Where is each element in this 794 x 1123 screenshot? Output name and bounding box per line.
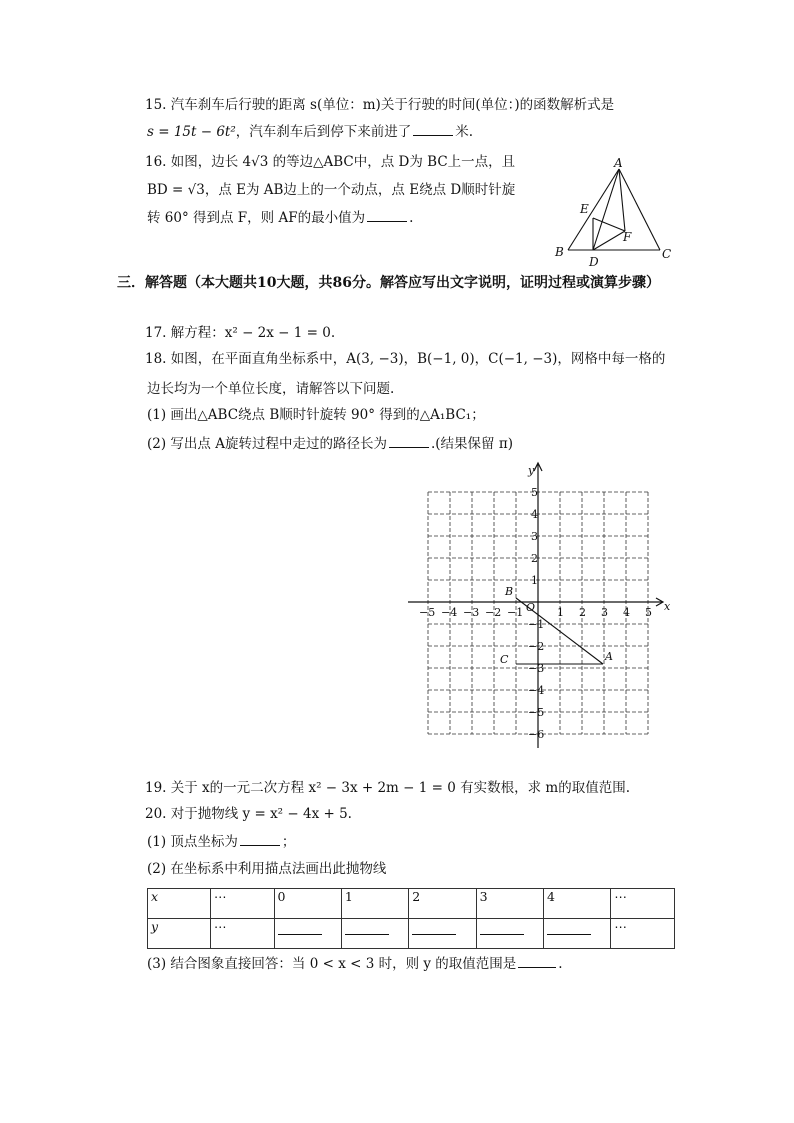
q20-part2: (2) 在坐标系中利用描点法画出此抛物线 (147, 861, 387, 877)
table-cell-blank (476, 919, 543, 949)
q20-value-table (147, 888, 675, 949)
q15-text: ，汽车刹车后到停下来前进了 (235, 124, 412, 140)
x-tick-label: −1 (507, 606, 524, 619)
q20-line1: 20. 对于抛物线 y = x² − 4x + 5. (145, 806, 352, 822)
table-cell: 4 (543, 889, 610, 919)
q16-line2: BD = √3，点 E为 AB边上的一个动点，点 E绕点 D顺时针旋 (147, 182, 516, 198)
origin-label: O (526, 601, 536, 614)
q16-answer-blank (367, 209, 407, 222)
y-tick-label: −2 (528, 640, 545, 653)
q20-part1-text: (1) 顶点坐标为 (147, 834, 238, 850)
label-A: A (614, 156, 623, 170)
x-tick-label: 4 (623, 606, 630, 619)
q18-part2-end: .(结果保留 π) (430, 436, 513, 452)
label-C: C (662, 247, 672, 261)
q18-line1: 18. 如图，在平面直角坐标系中，A(3, −3)，B(−1, 0)，C(−1, −3)，网格中每一格的 (145, 351, 666, 367)
label-D: D (589, 255, 599, 269)
x-tick-label: −2 (485, 606, 502, 619)
x-tick-label: −5 (419, 606, 436, 619)
label-E: E (580, 202, 589, 216)
table-cell: x (148, 889, 211, 919)
q15-line2 (147, 123, 473, 141)
y-tick-label: 1 (531, 574, 538, 587)
point-label-B: B (505, 585, 514, 598)
q16-line3 (147, 209, 413, 227)
q15-unit: 米. (455, 124, 474, 140)
table-cell-blank (409, 919, 476, 949)
x-axis-label: x (664, 600, 671, 613)
q20-range-blank (518, 955, 556, 968)
q18-coordinate-grid (400, 458, 682, 754)
label-F: F (623, 230, 632, 244)
y-tick-label: 5 (531, 486, 538, 499)
q18-part2-text: (2) 写出点 A旋转过程中走过的路径长为 (147, 436, 387, 452)
segment-AD (593, 169, 619, 250)
q18-part1: (1) 画出△ABC绕点 B顺时针旋转 90° 得到的△A₁BC₁； (147, 407, 485, 423)
table-cell-blank (341, 919, 408, 949)
point-label-C: C (500, 653, 509, 666)
q18-answer-blank (389, 435, 429, 448)
q19-text: 19. 关于 x的一元二次方程 x² − 3x + 2m − 1 = 0 有实数根，求 m的取值范围. (145, 780, 631, 796)
table-cell: ⋯ (611, 889, 675, 919)
q18-line2: 边长均为一个单位长度，请解答以下问题. (147, 381, 395, 397)
y-tick-label: 4 (531, 508, 538, 521)
q20-part1-end: ； (281, 834, 296, 850)
table-cell-blank (274, 919, 341, 949)
table-cell: 0 (274, 889, 341, 919)
table-cell: ⋯ (210, 919, 274, 949)
table-cell: 1 (341, 889, 408, 919)
q15-formula: s = 15t − 6t² (147, 124, 236, 140)
x-tick-label: 3 (601, 606, 608, 619)
segment-EF (593, 218, 625, 231)
y-tick-label: −5 (528, 706, 545, 719)
table-row-y (148, 919, 675, 949)
q20-part3 (147, 955, 563, 973)
q18-part2 (147, 435, 513, 453)
y-axis-label: y (528, 464, 535, 477)
q20-part3-end: . (558, 956, 563, 972)
q17-text: 17. 解方程：x² − 2x − 1 = 0. (145, 325, 336, 341)
q15-answer-blank (413, 123, 453, 136)
q20-part3-text: (3) 结合图象直接回答：当 0 < x < 3 时，则 y 的取值范围是 (147, 956, 517, 972)
x-tick-label: −3 (463, 606, 480, 619)
table-cell: ⋯ (611, 919, 675, 949)
table-row-x (148, 889, 675, 919)
point-label-A: A (605, 650, 613, 663)
x-tick-label: 2 (579, 606, 586, 619)
x-tick-label: −4 (441, 606, 458, 619)
x-tick-label: 1 (557, 606, 564, 619)
table-cell: y (148, 919, 211, 949)
section3-heading: 三．解答题（本大题共10大题，共86分。解答应写出文字说明，证明过程或演算步骤） (117, 275, 660, 291)
y-tick-label: 2 (531, 552, 538, 565)
q16-triangle-figure (550, 155, 680, 270)
q20-part1 (147, 833, 295, 851)
table-cell: 3 (476, 889, 543, 919)
q16-line3-end: . (409, 210, 414, 226)
y-tick-label: −1 (528, 618, 545, 631)
q15-line1: 15. 汽车刹车后行驶的距离 s(单位：m)关于行驶的时间(单位：)的函数解析式是 (145, 97, 615, 113)
q20-vertex-blank (240, 833, 280, 846)
y-tick-label: −3 (528, 662, 545, 675)
table-cell-blank (543, 919, 610, 949)
label-B: B (555, 245, 564, 259)
q16-line3-text: 转 60° 得到点 F，则 AF的最小值为 (147, 210, 366, 226)
x-tick-label: 5 (645, 606, 652, 619)
table-cell: ⋯ (210, 889, 274, 919)
y-tick-label: −6 (528, 728, 545, 741)
y-tick-label: 3 (531, 530, 538, 543)
q16-line1: 16. 如图，边长 4√3 的等边△ABC中，点 D为 BC上一点，且 (145, 154, 516, 170)
y-tick-label: −4 (528, 684, 545, 697)
table-cell: 2 (409, 889, 476, 919)
